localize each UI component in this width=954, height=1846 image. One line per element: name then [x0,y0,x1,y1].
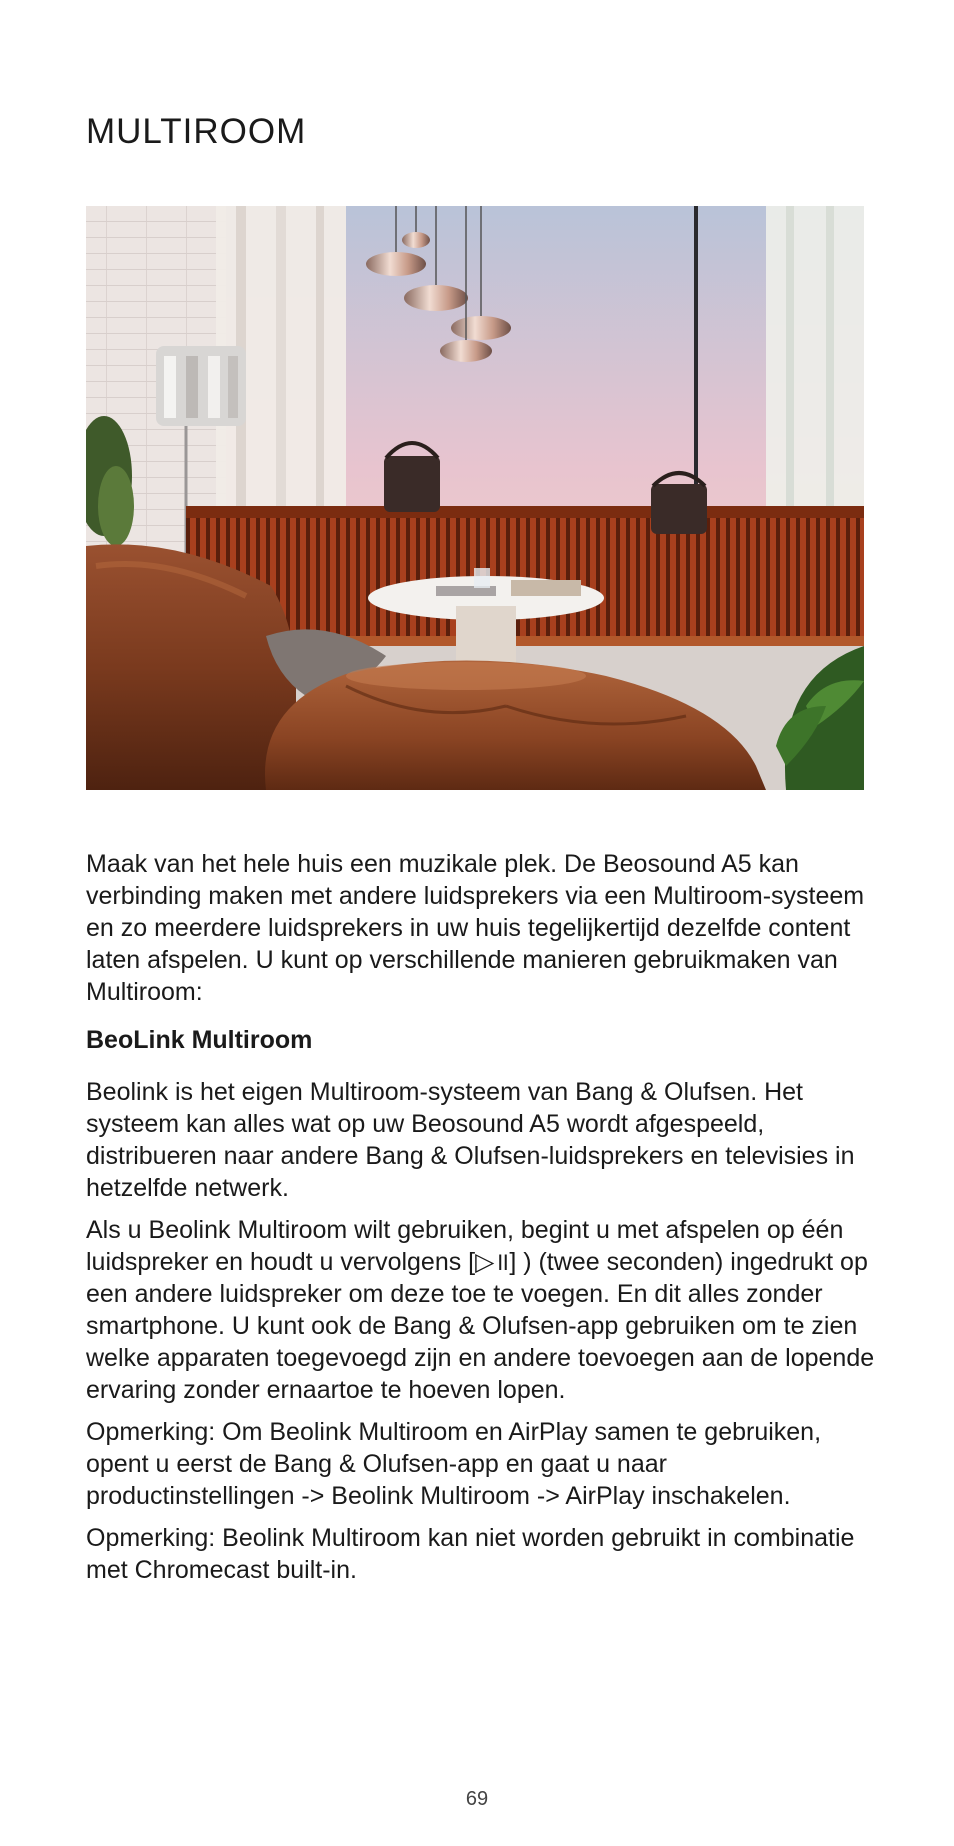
section-subheading: BeoLink Multiroom [86,1026,313,1054]
beolink-description-paragraph: Beolink is het eigen Multiroom-systeem van Bang & Olufsen. Het systeem kan alles wat op uw Beosound A5 wordt afgespeeld, distribueren naar andere Bang & Olufsen-luidsprekers en televisies in hetzelfde netwerk. [86,1078,855,1202]
chromecast-note: Opmerking: Beolink Multiroom kan niet worden gebruikt in combinatie met Chromecast built-in. [86,1524,855,1584]
living-room-photo [86,206,864,790]
beolink-usage-paragraph: Als u Beolink Multiroom wilt gebruiken, begint u met afspelen op één luidspreker en houdt u vervolgens [▷॥] ) (twee seconden) ingedrukt op een andere luidspreker om deze toe te voegen. En dit alles zonder smartphone. U kunt ook de Bang & Olufsen-app gebruiken om te zien welke apparaten toegevoegd zijn en andere toevoegen aan de lopende ervaring zonder ernaartoe te hoeven lopen. [86,1216,875,1404]
article-body [86,848,876,1596]
page-title: MULTIROOM [86,112,307,151]
intro-paragraph: Maak van het hele huis een muzikale plek. De Beosound A5 kan verbinding maken met andere luidsprekers via een Multiroom-systeem en zo meerdere luidsprekers in uw huis tegelijkertijd dezelfde content laten afspelen. U kunt op verschillende manieren gebruikmaken van Multiroom: [86,850,865,1006]
airplay-note: Opmerking: Om Beolink Multiroom en AirPlay samen te gebruiken, opent u eerst de Bang & Olufsen-app en gaat u naar productinstellingen -> Beolink Multiroom -> AirPlay inschakelen. [86,1418,822,1510]
page-number: 69 [465,1788,489,1810]
